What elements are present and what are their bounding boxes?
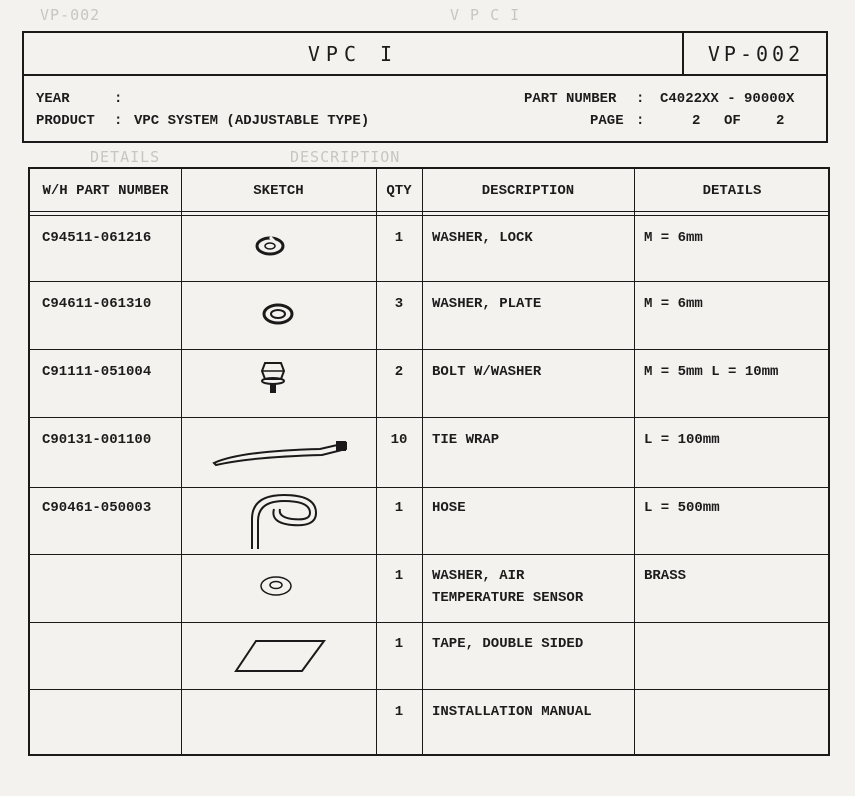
- column-divider: [634, 169, 635, 754]
- description-cell: HOSE: [432, 500, 466, 516]
- details-cell: M = 6mm: [644, 296, 703, 312]
- title-row: [24, 33, 826, 76]
- description-cell: BOLT W/WASHER: [432, 364, 542, 380]
- row-divider: [30, 554, 828, 555]
- hose-icon: [240, 489, 330, 553]
- qty-cell: 1: [394, 230, 404, 246]
- qty-cell: 1: [394, 704, 404, 720]
- row-divider: [30, 622, 828, 623]
- column-header-part-number: W/H PART NUMBER: [42, 183, 169, 199]
- part-number-value: C4022XX - 90000X: [660, 91, 795, 107]
- description-cell: WASHER, LOCK: [432, 230, 533, 246]
- bleed-through-text: VP-002: [40, 6, 101, 24]
- product-label: PRODUCT: [36, 113, 95, 129]
- bleed-through-text: DESCRIPTION: [290, 148, 401, 166]
- qty-cell: 10: [390, 432, 408, 448]
- bleed-through-text: DETAILS: [90, 148, 161, 166]
- part-number-cell: C91111-051004: [42, 364, 152, 380]
- qty-cell: 3: [394, 296, 404, 312]
- page-current: 2: [692, 113, 701, 129]
- row-divider: [30, 689, 828, 690]
- parts-table: [28, 167, 830, 756]
- plate-washer-icon: [258, 301, 298, 327]
- lock-washer-icon: [250, 233, 290, 259]
- page-total: 2: [776, 113, 785, 129]
- part-number-label: PART NUMBER: [524, 91, 617, 107]
- double-sided-tape-icon: [232, 637, 328, 675]
- tie-wrap-icon: [210, 437, 350, 467]
- details-cell: L = 500mm: [644, 500, 720, 516]
- row-divider: [30, 349, 828, 350]
- product-value: VPC SYSTEM (ADJUSTABLE TYPE): [134, 113, 370, 129]
- description-cell: TIE WRAP: [432, 432, 500, 448]
- title-block: [22, 31, 828, 143]
- description-cell: INSTALLATION MANUAL: [432, 704, 592, 720]
- document-title: VPC I: [307, 41, 399, 66]
- sensor-washer-icon: [256, 573, 296, 599]
- details-cell: M = 5mm L = 10mm: [644, 364, 779, 380]
- part-number-cell: C90131-001100: [42, 432, 152, 448]
- row-divider: [30, 417, 828, 418]
- qty-cell: 1: [394, 636, 404, 652]
- year-separator: :: [114, 91, 123, 107]
- description-cell: TAPE, DOUBLE SIDED: [432, 636, 584, 652]
- details-cell: BRASS: [644, 568, 687, 584]
- description-cell: WASHER, PLATE: [432, 296, 542, 312]
- part-number-cell: C94611-061310: [42, 296, 152, 312]
- column-divider: [422, 169, 423, 754]
- details-cell: L = 100mm: [644, 432, 720, 448]
- bleed-through-text: V P C I: [450, 6, 521, 24]
- header-divider: [30, 215, 828, 216]
- qty-cell: 2: [394, 364, 404, 380]
- year-label: YEAR: [36, 91, 70, 107]
- part-number-separator: :: [636, 91, 645, 107]
- column-header-qty: QTY: [386, 183, 412, 199]
- details-cell: M = 6mm: [644, 230, 703, 246]
- qty-cell: 1: [394, 568, 404, 584]
- page-of: OF: [724, 113, 741, 129]
- qty-cell: 1: [394, 500, 404, 516]
- row-divider: [30, 281, 828, 282]
- part-number-cell: C94511-061216: [42, 230, 152, 246]
- part-number-cell: C90461-050003: [42, 500, 152, 516]
- column-header-details: DETAILS: [702, 183, 762, 199]
- document-code: VP-002: [682, 33, 828, 74]
- column-header-description: DESCRIPTION: [481, 183, 575, 199]
- description-cell: WASHER, AIR TEMPERATURE SENSOR: [432, 568, 584, 606]
- product-separator: :: [114, 113, 123, 129]
- column-header-sketch: SKETCH: [253, 183, 304, 199]
- column-divider: [376, 169, 377, 754]
- page-label: PAGE: [590, 113, 624, 129]
- header-divider: [30, 211, 828, 212]
- bolt-washer-icon: [258, 357, 288, 399]
- column-divider: [181, 169, 182, 754]
- row-divider: [30, 487, 828, 488]
- page-separator: :: [636, 113, 645, 129]
